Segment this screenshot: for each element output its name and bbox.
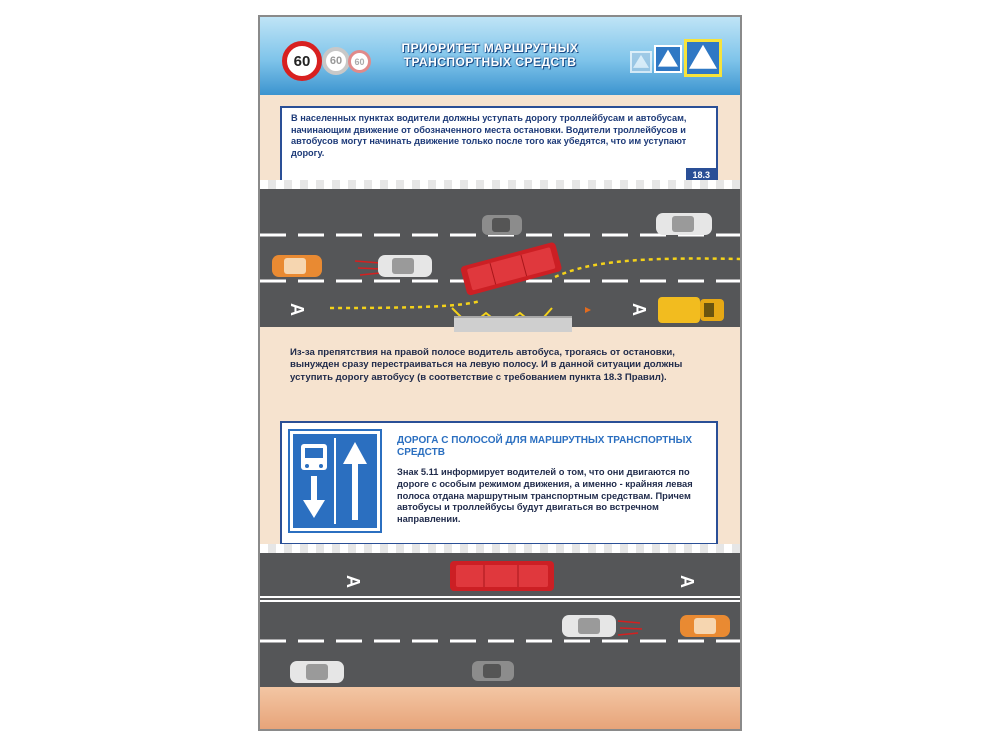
rule-text: В населенных пунктах водители должны уступать дорогу троллейбусам и автобусам, начинающим движение от обозначенного места остановки. Водители троллейбусов и автобусов могут начинать движение только после того как убедятся, что им уступают дорогу. [291, 113, 687, 158]
road-scene-2-drawing [260, 553, 740, 684]
pedestrian-crossing-icon [684, 39, 722, 77]
bus-lane-sign-icon [290, 431, 380, 531]
direction-arrow [585, 307, 591, 313]
poster [258, 15, 742, 731]
pedestrian-crossing-icon [630, 51, 652, 73]
car-silver [562, 615, 616, 637]
car-gray [472, 661, 514, 681]
road-scene-1 [260, 189, 740, 327]
page-title: ПРИОРИТЕТ МАРШРУТНЫХ ТРАНСПОРТНЫХ СРЕДСТВ [401, 41, 579, 69]
bus-stop-marking: А [287, 303, 307, 316]
bus-stop-marking: А [629, 303, 649, 316]
rule-number-badge: 18.3 [686, 168, 716, 182]
motion-lines [618, 621, 642, 635]
sign-card-text: Знак 5.11 информирует водителей о том, что они двигаются по дороге с особым режимом движения, а именно - крайняя левая полоса отдана маршрутным транспортным средствам. Причем автобусы и троллейбусы будут двигаться во встречном направлении. [397, 467, 693, 525]
bus-stop-marking: А [343, 575, 363, 588]
car-silver [290, 661, 344, 683]
speed-limit-value: 60 [293, 52, 311, 70]
pedestrian-crossing-icon [654, 45, 682, 73]
car-orange [680, 615, 730, 637]
road-scene-2 [260, 553, 740, 693]
bus-trajectory [330, 301, 480, 308]
bus-stop-platform [454, 316, 572, 332]
bus-red [460, 242, 562, 296]
road-edge [260, 544, 740, 553]
bus-trajectory [555, 259, 740, 277]
car-orange [272, 255, 322, 277]
rule-text-box [280, 106, 718, 184]
footer-band [260, 687, 740, 729]
car-silver [378, 255, 432, 277]
speed-limit-sign-icon [348, 50, 371, 73]
road-edge [260, 180, 740, 189]
explanation-text: Из-за препятствия на правой полосе водитель автобуса, трогаясь от остановки, вынужден сразу перестраиваться на левую полосу. И в данной ситуации должны уступить дорогу автобусу (в соответствие с требованием пункта 18.3 Правил). [290, 347, 683, 383]
speed-limit-value: 60 [354, 56, 365, 67]
road-scene-1-drawing [260, 189, 740, 327]
bus-red [450, 561, 554, 591]
car-gray [482, 215, 522, 235]
bus-lane-sign-drawing [293, 434, 377, 528]
speed-limit-sign-icon [322, 47, 350, 75]
sign-card-title: ДОРОГА С ПОЛОСОЙ ДЛЯ МАРШРУТНЫХ ТРАНСПОРТНЫХ СРЕДСТВ [397, 435, 693, 458]
speed-limit-sign-icon [282, 41, 322, 81]
truck-yellow [658, 297, 724, 323]
motion-lines [355, 261, 382, 275]
sign-info-card [280, 421, 718, 545]
speed-limit-value: 60 [329, 55, 343, 67]
car-silver [656, 213, 712, 235]
bus-stop-marking: А [677, 575, 697, 588]
header-banner [260, 17, 740, 95]
